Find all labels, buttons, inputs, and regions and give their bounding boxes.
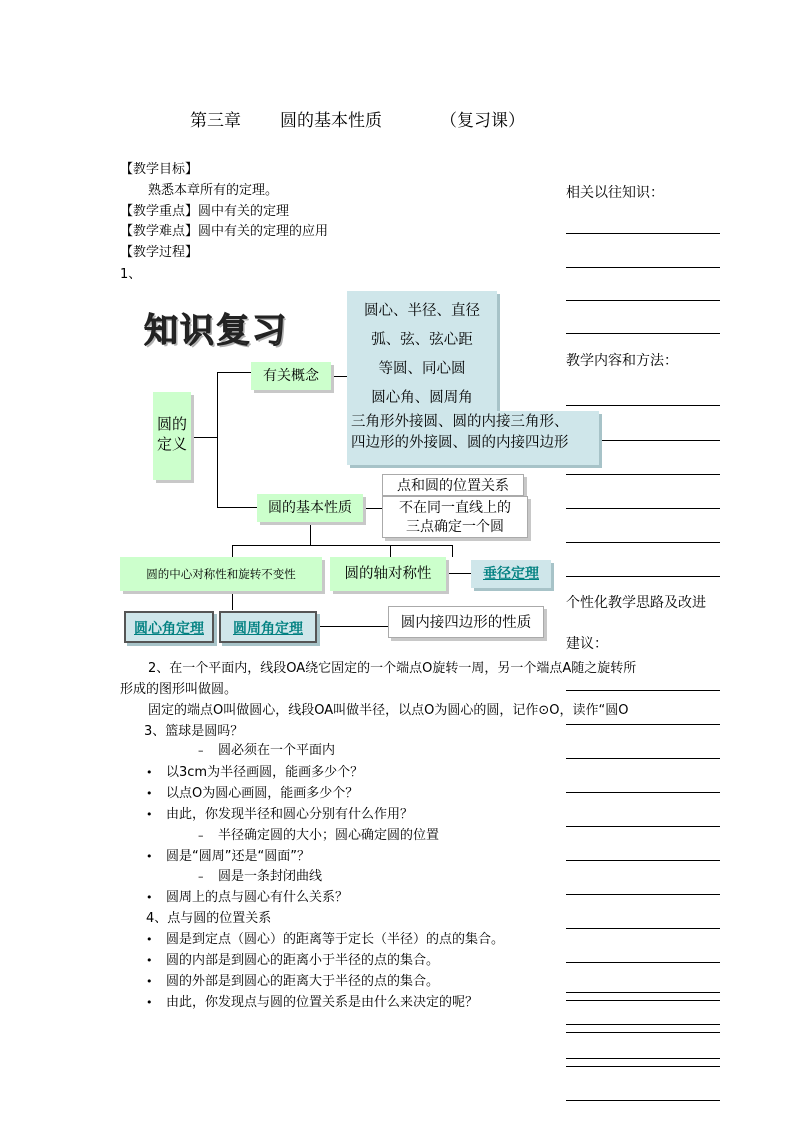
bullet-icon: • [146,891,153,904]
dash-item-1: 圆必须在一个平面内 [218,743,336,758]
concept-item: 圆心角、圆周角 [371,390,473,406]
dash-icon: – [198,744,204,757]
point-position-box: 点和圆的位置关系 [382,474,524,496]
related-concepts-box: 有关概念 [251,362,331,390]
key-point: 【教学重点】圆中有关的定理 [120,204,290,219]
definition-line-1: 圆的 [156,415,187,433]
inscribed-box [347,411,599,465]
three-points-line-1: 不在同一直线上的 [399,500,511,516]
personal-ideas-label: 个性化教学思路及改进 [566,595,706,611]
bullet-item-9: 由此，你发现点与圆的位置关系是由什么来决定的呢？ [166,995,479,1010]
bullet-icon: • [146,808,153,821]
three-points-line-2: 三点确定一个圆 [406,519,504,535]
concept-item: 等圆、同心圆 [378,361,466,377]
inscribed-angle-theorem-link[interactable] [219,611,317,643]
bullet-icon: • [146,933,153,946]
inscribed-angle-theorem-text[interactable]: 圆周角定理 [233,621,303,637]
objective-label: 【教学目标】 [120,162,199,177]
bullet-item-6: 圆是到定点（圆心）的距离等于定长（半径）的点的集合。 [166,932,505,947]
inscribed-line-1: 三角形外接圆、圆的内接三角形、 [351,414,569,430]
bullet-item-5: 圆周上的点与圆心有什么关系？ [166,890,349,905]
diagram-heading: 知识复习 [144,311,288,351]
bullet-icon: • [146,850,153,863]
bullet-icon: • [146,766,153,779]
difficult-point: 【教学难点】圆中有关的定理的应用 [120,224,329,239]
concept-item: 弧、弦、弦心距 [371,332,473,348]
chapter-label: 第三章 [190,111,241,131]
perpendicular-theorem-text[interactable]: 垂径定理 [483,566,539,582]
bullet-icon: • [146,787,153,800]
lesson-type: （复习课） [440,111,525,131]
bullet-item-7: 圆的内部是到圆心的距离小于半径的点的集合。 [166,953,440,968]
question-3: 3、篮球是圆吗？ [144,724,244,739]
dash-item-3: 圆是一条封闭曲线 [218,869,323,884]
cyclic-quad-box: 圆内接四边形的性质 [388,606,544,638]
related-knowledge-label: 相关以往知识： [566,185,664,201]
basic-properties-box: 圆的基本性质 [257,494,363,522]
step-1: 1、 [120,267,142,282]
concept-item: 圆心、半径、直径 [364,303,480,319]
para-2-line-1: 2、在一个平面内，线段OA绕它固定的一个端点O旋转一周，另一个端点A随之旋转所 [148,661,637,676]
personal-ideas-label-2: 建议： [566,636,608,652]
axial-symmetry-box: 圆的轴对称性 [330,557,446,591]
bullet-icon: • [146,954,153,967]
para-2-line-2: 形成的图形叫做圆。 [120,682,238,697]
bullet-item-8: 圆的外部是到圆心的距离大于半径的点的集合。 [166,974,440,989]
inscribed-line-2: 四边形的外接圆、圆的内接四边形 [351,435,569,451]
central-angle-theorem-link[interactable] [124,611,214,643]
definition-line-2: 定义 [156,435,187,453]
bullet-item-2: 以点O为圆心画圆，能画多少个？ [166,786,359,801]
bullet-icon: • [146,975,153,988]
question-4: 4、点与圆的位置关系 [146,911,272,926]
bullet-item-4: 圆是“圆周”还是“圆面”？ [166,849,310,864]
concepts-box [347,291,497,411]
content-methods-label: 教学内容和方法： [566,353,678,369]
dash-item-2: 半径确定圆的大小；圆心确定圆的位置 [218,828,440,843]
three-points-box [382,496,528,538]
bullet-item-3: 由此，你发现半径和圆心分别有什么作用？ [166,807,414,822]
perpendicular-theorem-link[interactable] [471,560,551,588]
circle-definition-box [153,392,191,480]
central-angle-theorem-text[interactable]: 圆心角定理 [134,621,204,637]
dash-icon: – [198,829,204,842]
dash-icon: – [198,870,204,883]
central-symmetry-box: 圆的中心对称性和旋转不变性 [120,557,322,591]
page-title: 圆的基本性质 [280,111,382,131]
bullet-icon: • [146,996,153,1009]
para-2-line-3: 固定的端点O叫做圆心，线段OA叫做半径，以点O为圆心的圆，记作⊙O，读作“圆O [148,703,629,718]
bullet-item-1: 以3cm为半径画圆，能画多少个？ [166,765,364,780]
objective-text: 熟悉本章所有的定理。 [148,183,279,198]
process-label: 【教学过程】 [120,245,199,260]
